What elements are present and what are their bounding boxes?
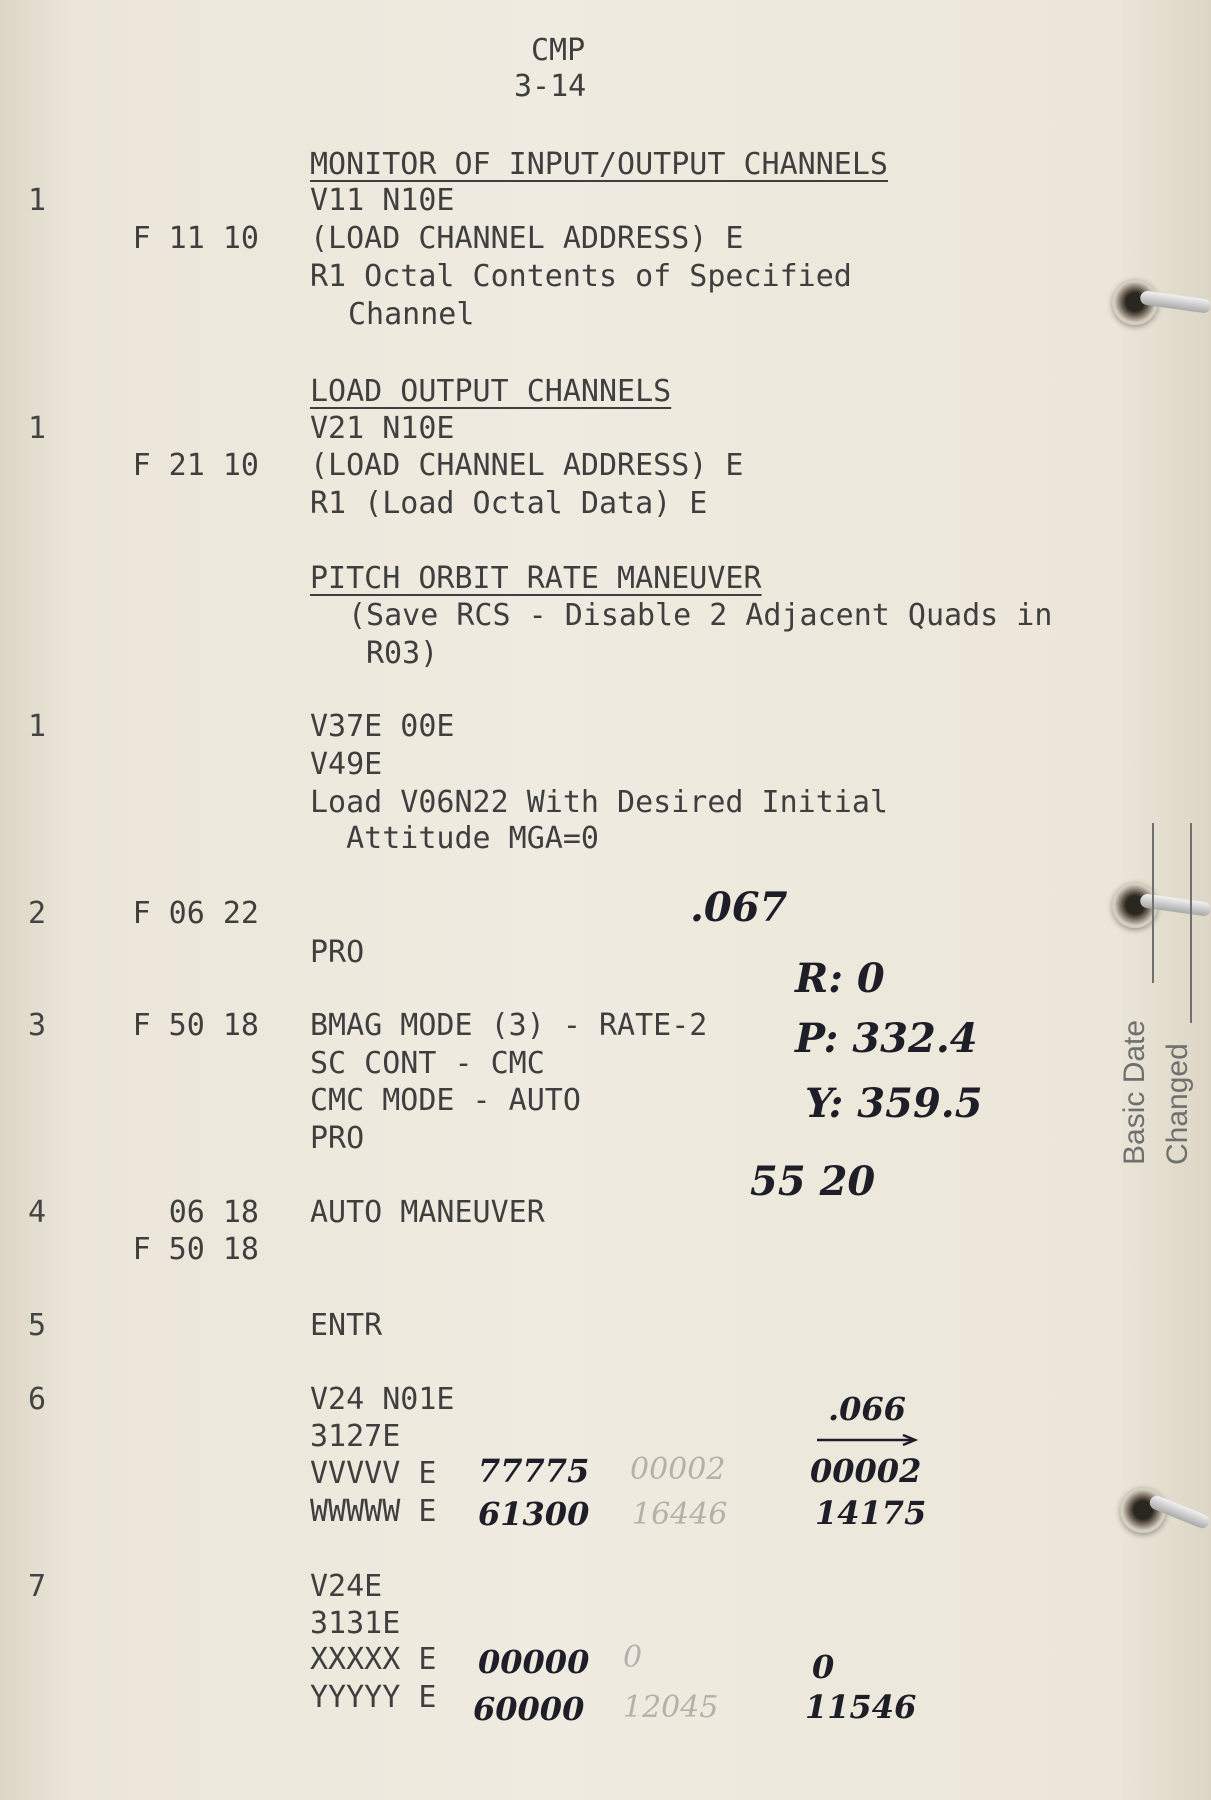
handwritten-rate: .067 <box>690 884 788 931</box>
handwritten-w-value: 61300 <box>478 1495 590 1533</box>
step-line: 3131E <box>310 1606 401 1641</box>
step-number: 7 <box>28 1569 47 1604</box>
line-number: 1 <box>28 411 47 446</box>
section-note: (Save RCS - Disable 2 Adjacent Quads in <box>348 598 1053 633</box>
step-line: BMAG MODE (3) - RATE-2 <box>310 1008 708 1043</box>
step-number: 1 <box>28 709 47 744</box>
step-line: V37E 00E <box>310 709 455 744</box>
changed-label: Changed <box>1161 1043 1194 1165</box>
step-line: Load V06N22 With Desired Initial <box>310 785 888 820</box>
step-line: PRO <box>310 935 365 970</box>
step-line: V24 N01E <box>310 1382 455 1417</box>
changed-line <box>1190 823 1192 1023</box>
step-number: 2 <box>28 896 47 931</box>
handwritten-y-result: 11546 <box>805 1688 917 1726</box>
instruction: R1 (Load Octal Data) E <box>310 486 708 521</box>
handwritten-yaw: Y: 359.5 <box>805 1080 983 1127</box>
line-number: 1 <box>28 183 47 218</box>
step-line: CMC MODE - AUTO <box>310 1083 581 1118</box>
pencil-x-value: 0 <box>623 1640 643 1675</box>
section-title-pitch: PITCH ORBIT RATE MANEUVER <box>310 561 762 596</box>
basic-date-line <box>1152 823 1154 983</box>
handwritten-x-result: 0 <box>812 1648 835 1686</box>
step-line: VVVVV E <box>310 1456 437 1491</box>
handwritten-pitch: P: 332.4 <box>795 1015 978 1062</box>
display-code: F 11 10 <box>132 221 259 256</box>
handwritten-y-value: 60000 <box>473 1690 585 1728</box>
instruction: Channel <box>348 297 475 332</box>
handwritten-v-result: 00002 <box>810 1452 922 1490</box>
step-number: 6 <box>28 1382 47 1417</box>
page-number: 3-14 <box>514 69 587 104</box>
display-code: F 50 18 <box>132 1232 259 1267</box>
verb-noun: V11 N10E <box>310 183 455 218</box>
handwritten-v-value: 77775 <box>478 1452 590 1490</box>
handwritten-x-value: 00000 <box>478 1643 590 1681</box>
step-line: WWWWW E <box>310 1494 437 1529</box>
step-line: Attitude MGA=0 <box>310 821 599 856</box>
step-number: 4 <box>28 1195 47 1230</box>
instruction: (LOAD CHANNEL ADDRESS) E <box>310 448 744 483</box>
basic-date-label: Basic Date <box>1118 1019 1151 1165</box>
section-note: R03) <box>366 636 439 671</box>
step-number: 5 <box>28 1308 47 1343</box>
instruction: (LOAD CHANNEL ADDRESS) E <box>310 221 744 256</box>
verb-noun: V21 N10E <box>310 411 455 446</box>
display-code: F 50 18 <box>132 1008 259 1043</box>
display-code: F 21 10 <box>132 448 259 483</box>
step-line: XXXXX E <box>310 1642 437 1677</box>
display-code: F 06 22 <box>132 896 259 931</box>
step-line: 3127E <box>310 1419 401 1454</box>
step-line: SC CONT - CMC <box>310 1046 545 1081</box>
instruction: R1 Octal Contents of Specified <box>310 259 852 294</box>
handwritten-w-result: 14175 <box>815 1494 927 1532</box>
step-line: ENTR <box>310 1308 383 1343</box>
handwritten-arrow-icon <box>815 1432 925 1448</box>
handwritten-roll: R: 0 <box>795 955 885 1002</box>
handwritten-column-head: .066 <box>828 1390 906 1428</box>
display-code: 06 18 <box>168 1195 259 1230</box>
section-title-load-output: LOAD OUTPUT CHANNELS <box>310 374 672 409</box>
book-label: CMP <box>531 33 586 68</box>
step-line: V24E <box>310 1569 383 1604</box>
step-line: V49E <box>310 747 383 782</box>
pencil-v-value: 00002 <box>630 1452 726 1487</box>
section-title-monitor: MONITOR OF INPUT/OUTPUT CHANNELS <box>310 147 888 182</box>
step-line: YYYYY E <box>310 1680 437 1715</box>
pencil-y-value: 12045 <box>623 1690 719 1725</box>
step-number: 3 <box>28 1008 47 1043</box>
handwritten-time: 55 20 <box>750 1158 876 1205</box>
pencil-w-value: 16446 <box>632 1497 728 1532</box>
step-line: AUTO MANEUVER <box>310 1195 545 1230</box>
step-line: PRO <box>310 1121 365 1156</box>
